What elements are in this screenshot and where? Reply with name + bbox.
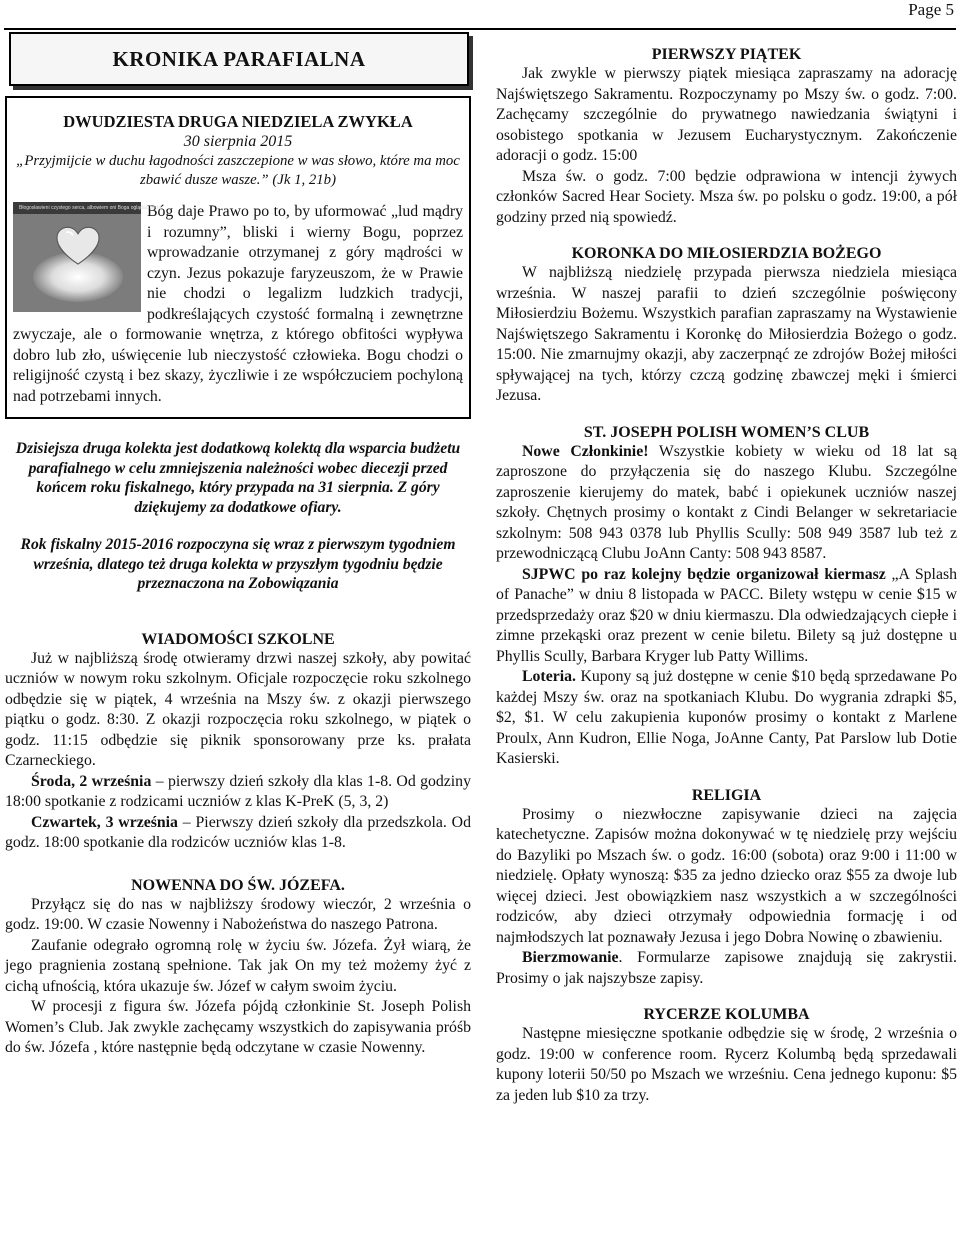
school-wednesday xyxy=(5,772,471,813)
lottery-label: Loteria. xyxy=(522,668,576,685)
new-members-text: Wszystkie kobiety w wieku od 18 lat są zaproszone do przyłączenia się do naszego Klubu. Szczególne zaproszenie kierujemy do matek, babć i opiekunek uczniów naszej szkoły. Chętnych prosimy o kontakt z Cindi Belanger w sekretariacie szkolnym: 508 943 0378 lub Phyllis Scully: 508 949 3587 lub też z przewodniczącą Clubu JoAnn Canty: 508 943 8587. xyxy=(496,442,957,562)
image-caption: Błogosławieni czystego serca, albowiem oni Boga oglądać będą xyxy=(13,202,141,214)
water-heart-image xyxy=(13,202,161,312)
first-friday-paragraph-2: Msza św. o godz. 7:00 będzie odprawiona w intencji żywych członków Sacred Hear Society. Msza św. po polsku o godz. 19:00, a pół godziny przed nią spowiedź. xyxy=(496,167,957,226)
sunday-date: 30 sierpnia 2015 xyxy=(183,133,293,150)
religion-paragraph-2 xyxy=(496,948,957,989)
school-thursday-label: Czwartek, 3 września xyxy=(31,813,178,831)
new-members-label: Nowe Członkinie! xyxy=(522,442,649,460)
novena-paragraph-1: Przyłącz się do nas w najbliższy środowy wieczór, 2 września o godz. 19:00. W czasie Nowenny i Nabożeństwa do naszego Patrona. xyxy=(5,895,471,933)
school-paragraph: Już w najbliższą środę otwieramy drzwi naszej szkoły, aby powitać uczniów w nowym roku szkolnym. Oficjale rozpoczęcie roku szkolnego odbędzie się w piątek, 4 września na Mszy św. z okazji pierwszego piątku o godz. 8:30. Z okazji rozpoczęcia roku szkolnego, w piątek o godz. 11:15 odbędzie się piknik sponsorowany prze ks. prałata Czarneckiego. xyxy=(5,649,471,769)
scripture-quote: „Przyjmijcie w duchu łagodności zaszczepione w was słowo, które ma moc zbawić dusze wasze.” (Jk 1, 21b) xyxy=(16,153,460,188)
novena-heading: NOWENNA DO ŚW. JÓZEFA. xyxy=(131,876,345,894)
novena-paragraph-2: Zaufanie odegrało ogromną rolę w życiu św. Józefa. Żył wiarą, że jego pragnienia zostaną spełnione. Tak jak On my też możemy żyć z cichą ufnością, która ukazuje św. Józef w całym swoim życiu. xyxy=(5,936,471,995)
school-thursday-text: – Pierwszy dzień szkoły dla przedszkola. Od godz. 18:00 spotkanie dla rodziców uczniów klas 1-8. xyxy=(5,813,471,851)
chaplet-paragraph: W najbliższą niedzielę przypada pierwsza niedziela miesiąca września. W naszej parafii to dzień szczególnie poświęcony Miłosierdziu Bożemu. Wszystkich parafian zapraszamy na Wystawienie Najświętszego Sakramentu i Koronkę do Miłosierdzia Bożego o godz. 15:00. Nie zmarnujmy okazji, aby zaczerpnąć ze zdrojów Bożej miłości spływającej na tych, którzy czczą godzinę zbawczej męki i śmierci Jezusa. xyxy=(496,264,957,404)
top-rule xyxy=(4,28,956,30)
novena-paragraph-3: W procesji z figura św. Józefa pójdą członkinie St. Joseph Polish Women’s Club. Jak zwykle zachęcamy wszystkich do zapisywania próśb do św. Józefa , które następnie będą odczytane w czasie Nowenny. xyxy=(5,998,471,1056)
school-news-heading: WIADOMOŚCI SZKOLNE xyxy=(141,630,335,648)
knights-paragraph: Następne miesięczne spotkanie odbędzie się w środę, 2 września o godz. 19:00 w conference room. Rycerz Kolumbą będą sprzedawali kupony loterii 50/50 po Mszach we wrześniu. Cena jednego kuponu: $5 za jeden lub $10 za trzy. xyxy=(496,1025,957,1104)
lottery-text: Kupony są już dostępne w cenie $10 będą sprzedawane Po każdej Mszy św. oraz na spotkaniach Klubu. Do wygrania zdrapki $5, $2, $1. W celu zakupienia kuponów prosimy o kontakt z Marlene Proulx, Ann Kudron, Ellie Noga, JoAnne Canty, Pat Parslow lub Dotie Kasierski. xyxy=(496,668,957,767)
first-friday-paragraph-1: Jak zwykle w pierwszy piątek miesiąca zapraszamy na adorację Najświętszego Sakramentu. Rozpoczynamy po Mszy św. o godz. 7:00. Zachęcamy szczególnie do prywatnego nawiedzania świątyni i osobistego spotkania w Jezusem Eucharystycznym. Zakończenie adoracji o godz. 15:00 xyxy=(496,65,957,164)
school-wednesday-text: – pierwszy dzień szkoły dla klas 1-8. Od godziny 18:00 spotkanie z rodzicami uczniów z klas K-PreK (5, 3, 2) xyxy=(5,772,471,810)
right-column xyxy=(496,36,957,1106)
bazaar-text: „A Splash of Panache” w dniu 8 listopada w PACC. Bilety wstępu w cenie $15 w przedsprzedaży oraz $20 w dniu kiermaszu. Dla odwiedzających ciepłe i zimne przekąski oraz prezent w cenie biletu. Bilety są już dostępne u Phyllis Scully, Barbara Kryger lub Patty Willims. xyxy=(496,565,958,665)
reflection-text: Bóg daje Prawo po to, by uformować „lud mądry i rozumny”, bliski i wierny Bogu, poprzez wprowadzanie otrzymanej z góry mądrości w czyn. Jezus pokazuje faryzeuszom, że w Prawie nie chodzi o legalizm ludzkich tradycji, podkreślających czystość formalną i zewnętrzne zwyczaje, ale o formowanie wnętrza, z którego obfitości wypływa dobro lub zło, uświęcenie lub nieczystość człowieka. Bogu chodzi o religijność czystą i bez skazy, życzliwie i ze współczuciem pochyloną nad potrzebami innych. xyxy=(13,203,463,405)
religion-heading: RELIGIA xyxy=(691,786,762,804)
knights-heading: RYCERZE KOLUMBA xyxy=(643,1006,810,1023)
womens-club-paragraph-3 xyxy=(496,667,957,770)
confirmation-text: . Formularze zapisowe znajdują się zakrystii. Prosimy o jak najszybsze zapisy. xyxy=(496,949,957,987)
school-wednesday-label: Środa, 2 września xyxy=(31,772,152,790)
womens-club-heading: ST. JOSEPH POLISH WOMEN’S CLUB xyxy=(583,423,870,441)
school-thursday xyxy=(5,813,471,854)
fiscal-year-notice: Rok fiskalny 2015-2016 rozpoczyna się wraz z pierwszym tygodniem września, dlatego też druga kolekta w przyszłym tygodniu będzie przeznaczona na Zobowiązania xyxy=(20,536,456,592)
womens-club-paragraph-2 xyxy=(496,565,957,668)
left-column xyxy=(5,32,471,1059)
heart-icon xyxy=(57,226,99,268)
banner-title: KRONIKA PARAFIALNA xyxy=(112,46,366,71)
page-number: Page 5 xyxy=(908,0,954,19)
chaplet-heading: KORONKA DO MIŁOSIERDZIA BOŻEGO xyxy=(571,245,882,262)
collection-notice: Dzisiejsza druga kolekta jest dodatkową kolektą dla wsparcia budżetu parafialnego w celu zmniejszenia należności wobec diecezji przed końcem roku fiskalnego, który przypada na 31 sierpnia. Z góry dziękujemy za dodatkowe ofiary. xyxy=(15,440,461,516)
sunday-box xyxy=(5,96,471,419)
confirmation-label: Bierzmowanie xyxy=(522,949,619,966)
bazaar-label: SJPWC po raz kolejny będzie organizował kiermasz xyxy=(522,565,886,583)
religion-paragraph-1: Prosimy o niezwłoczne zapisywanie dzieci na zajęcia katechetyczne. Zapisów można dokonywać w tę niedzielę przy wejściu do Bazyliki po Mszach św. o godz. 16:00 (sobota) oraz 9:00 i 11:00 w niedzielę. Opłaty wynoszą: $35 za jedno dziecko oraz $55 za dwoje lub więcej dzieci. Jest obowiązkiem nasz wszystkich a w szczególności rodziców, aby dzieci otrzymały odpowiednia formację i od najmłodszych lat poznawały Jezusa i jego Dobra Nowinę o zbawieniu. xyxy=(496,805,957,946)
sunday-title: DWUDZIESTA DRUGA NIEDZIELA ZWYKŁA xyxy=(63,112,413,131)
womens-club-paragraph-1 xyxy=(496,442,957,565)
chronicle-banner xyxy=(9,32,469,86)
first-friday-heading: PIERWSZY PIĄTEK xyxy=(651,46,802,63)
